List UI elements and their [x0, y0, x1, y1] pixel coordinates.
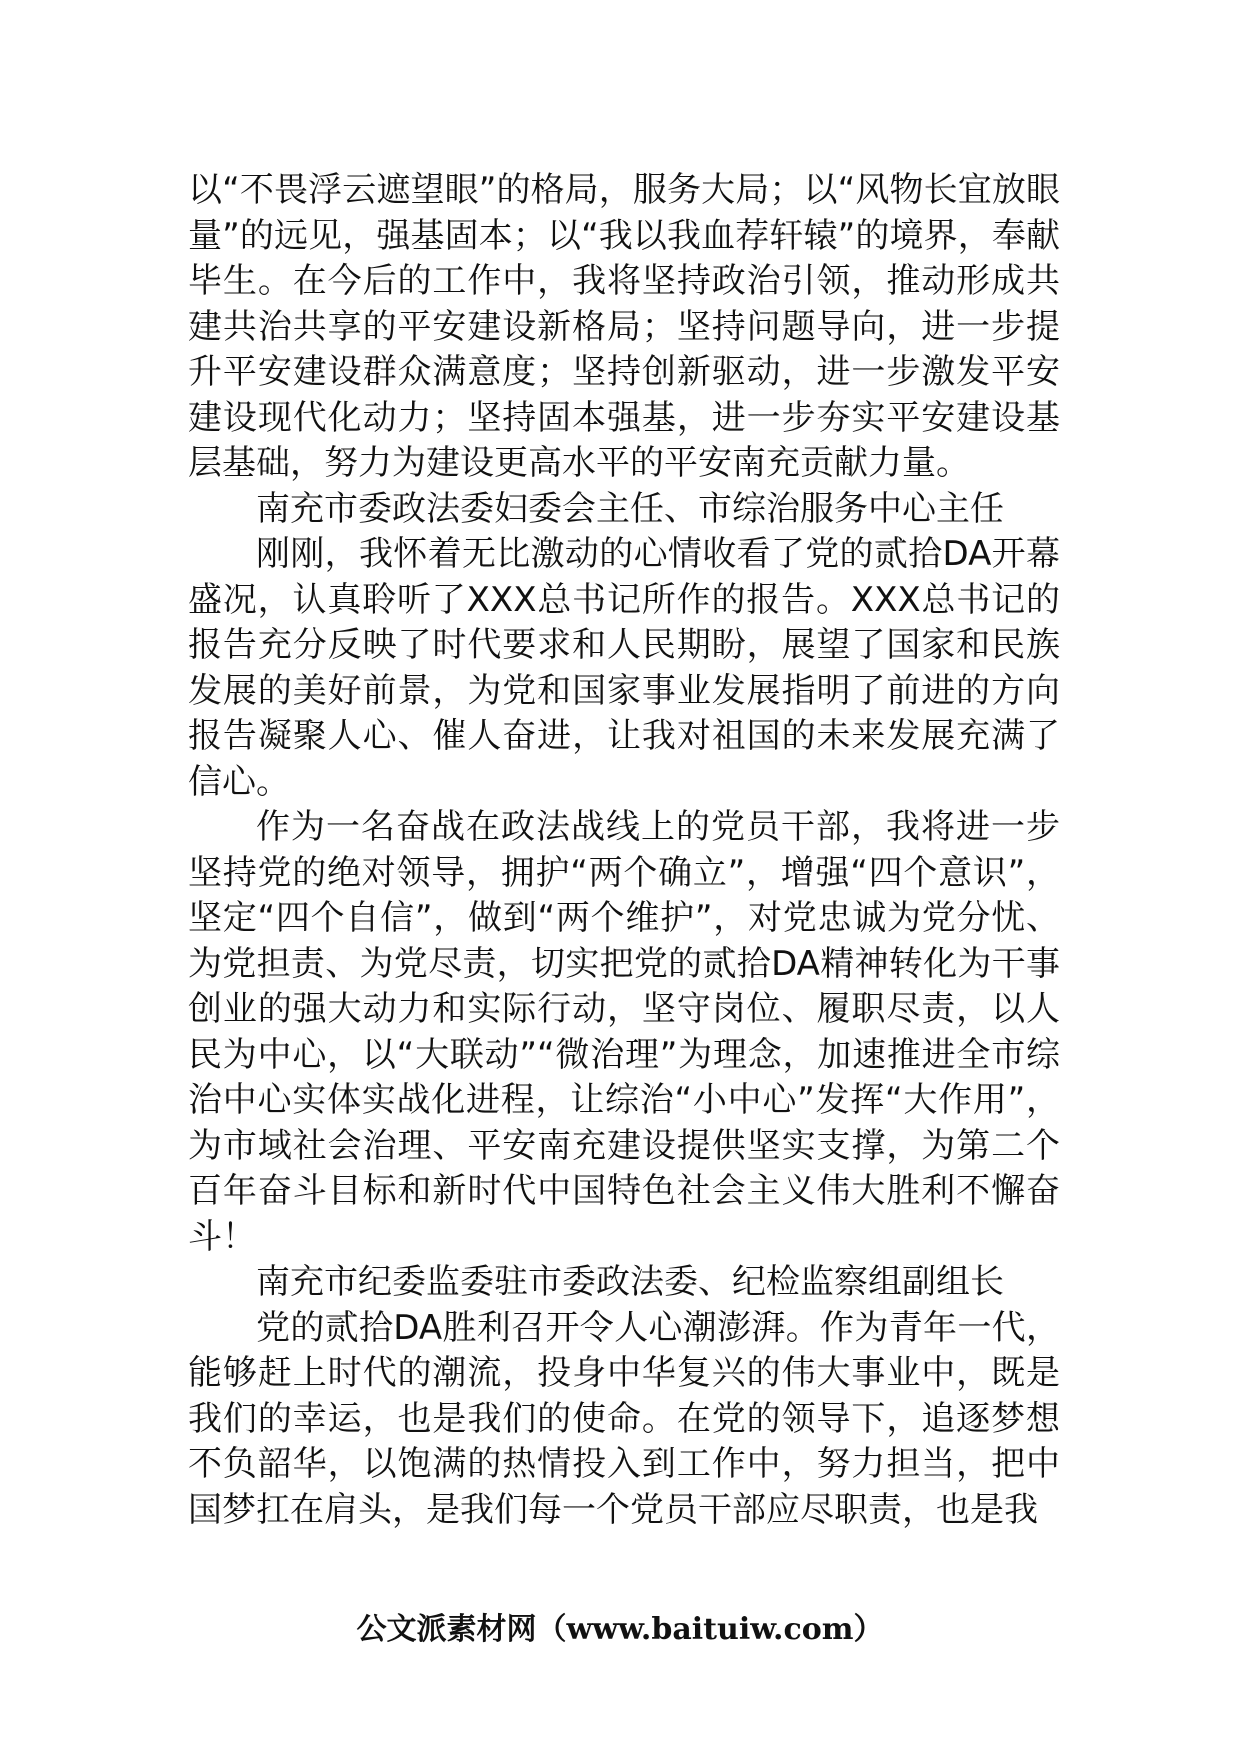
- paragraph: 作为一名奋战在政法战线上的党员干部，我将进一步坚持党的绝对领导，拥护“两个确立”，增强“四个意识”，坚定“四个自信”，做到“两个维护”，对党忠诚为党分忧、为党担责、为党尽责，切实把党的贰拾DA精神转化为干事创业的强大动力和实际行动，坚守岗位、履职尽责，以人民为中心，以“大联动”“微治理”为理念，加速推进全市综治中心实体实战化进程，让综治“小中心”发挥“大作用”，为市域社会治理、平安南充建设提供坚实支撑，为第二个百年奋斗目标和新时代中国特色社会主义伟大胜利不懈奋斗！: [188, 807, 1060, 1257]
- paragraph: 以“不畏浮云遮望眼”的格局，服务大局；以“风物长宜放眼量”的远见，强基固本；以“我以我血荐轩辕”的境界，奉献毕生。在今后的工作中，我将坚持政治引领，推动形成共建共治共享的平安建设新格局；坚持问题导向，进一步提升平安建设群众满意度；坚持创新驱动，进一步激发平安建设现代化动力；坚持固本强基，进一步夯实平安建设基层基础，努力为建设更高水平的平安南充贡献力量。: [188, 170, 1060, 483]
- paragraph: 刚刚，我怀着无比激动的心情收看了党的贰拾DA开幕盛况，认真聆听了XXX总书记所作的报告。XXX总书记的报告充分反映了时代要求和人民期盼，展望了国家和民族发展的美好前景，为党和国家事业发展指明了前进的方向报告凝聚人心、催人奋进，让我对祖国的未来发展充满了信心。: [188, 534, 1060, 802]
- author-heading: 南充市委政法委妇委会主任、市综治服务中心主任: [256, 488, 1004, 529]
- page-footer: 公文派素材网（www.baituiw.com）: [356, 1612, 884, 1647]
- paragraph: 党的贰拾DA胜利召开令人心潮澎湃。作为青年一代，能够赶上时代的潮流，投身中华复兴的伟大事业中，既是我们的幸运，也是我们的使命。在党的领导下，追逐梦想不负韶华，以饱满的热情投入到工作中，努力担当，把中国梦扛在肩头，是我们每一个党员干部应尽职责，也是我: [188, 1307, 1060, 1530]
- author-heading: 南充市纪委监委驻市委政法委、纪检监察组副组长: [256, 1262, 1004, 1302]
- document-body: [188, 168, 1060, 1533]
